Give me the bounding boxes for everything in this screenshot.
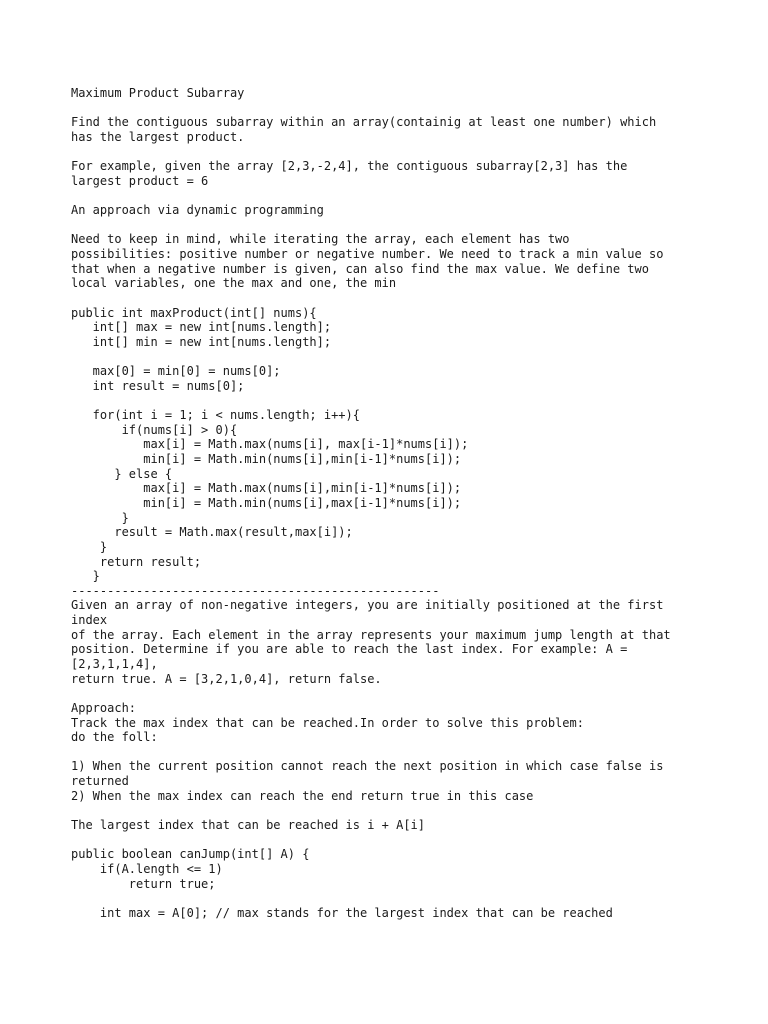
text-line: max[0] = min[0] = nums[0];	[71, 364, 281, 379]
document-page	[71, 86, 731, 921]
blank-line	[71, 350, 731, 365]
text-line: do the foll:	[71, 730, 158, 745]
blank-line	[71, 686, 731, 701]
text-line: of the array. Each element in the array represents your maximum jump length at that	[71, 627, 671, 642]
blank-line	[71, 145, 731, 160]
text-line: max[i] = Math.max(nums[i], max[i-1]*nums[i]);	[71, 437, 469, 452]
text-line: largest product = 6	[71, 173, 209, 188]
text-line: that when a negative number is given, can also find the max value. We define two	[71, 261, 649, 276]
blank-line	[71, 393, 731, 408]
text-line: has the largest product.	[71, 129, 245, 144]
text-line: int[] min = new int[nums.length];	[71, 334, 332, 349]
text-line: max[i] = Math.max(nums[i],min[i-1]*nums[i]);	[71, 481, 462, 496]
text-line: if(A.length <= 1)	[71, 861, 223, 876]
text-line: For example, given the array [2,3,-2,4], the contiguous subarray[2,3] has the	[71, 159, 628, 174]
blank-line	[71, 101, 731, 116]
text-line: result = Math.max(result,max[i]);	[71, 525, 353, 540]
text-line: return true;	[71, 876, 216, 891]
text-line: int[] max = new int[nums.length];	[71, 320, 332, 335]
text-line: if(nums[i] > 0){	[71, 422, 238, 437]
text-line: Maximum Product Subarray	[71, 86, 245, 100]
text-line: Approach:	[71, 700, 137, 715]
text-line: returned	[71, 774, 129, 789]
blank-line	[71, 291, 731, 306]
text-line: } else {	[71, 466, 173, 481]
text-line: local variables, one the max and one, the min	[71, 276, 397, 291]
text-line: }	[71, 510, 129, 525]
blank-line	[71, 188, 731, 203]
text-line: 2) When the max index can reach the end return true in this case	[71, 788, 534, 803]
text-line: Track the max index that can be reached.In order to solve this problem:	[71, 715, 584, 730]
text-line: public boolean canJump(int[] A) {	[71, 847, 310, 862]
text-line: An approach via dynamic programming	[71, 203, 324, 218]
text-line: min[i] = Math.min(nums[i],min[i-1]*nums[i]);	[71, 452, 462, 467]
text-line: }	[71, 539, 108, 554]
text-line: int result = nums[0];	[71, 378, 245, 393]
text-line: int max = A[0]; // max stands for the largest index that can be reached	[71, 905, 613, 920]
text-line: min[i] = Math.min(nums[i],max[i-1]*nums[i]);	[71, 495, 462, 510]
blank-line	[71, 891, 731, 906]
blank-line	[71, 218, 731, 233]
text-line: index	[71, 613, 108, 628]
text-line: position. Determine if you are able to reach the last index. For example: A =	[71, 642, 628, 657]
text-line: public int maxProduct(int[] nums){	[71, 305, 317, 320]
text-line: [2,3,1,1,4],	[71, 656, 158, 671]
text-line: 1) When the current position cannot reach the next position in which case false is	[71, 759, 664, 774]
text-line: The largest index that can be reached is i + A[i]	[71, 818, 426, 833]
text-line: return result;	[71, 554, 202, 569]
text-line: possibilities: positive number or negative number. We need to track a min value so	[71, 247, 664, 262]
text-line: Need to keep in mind, while iterating the array, each element has two	[71, 232, 570, 247]
text-line: Given an array of non-negative integers, you are initially positioned at the first	[71, 598, 664, 613]
text-line: }	[71, 569, 100, 584]
text-line: Find the contiguous subarray within an array(containig at least one number) which	[71, 115, 657, 130]
blank-line	[71, 745, 731, 760]
blank-line	[71, 833, 731, 848]
text-line: return true. A = [3,2,1,0,4], return false.	[71, 671, 382, 686]
text-line: for(int i = 1; i < nums.length; i++){	[71, 408, 360, 423]
blank-line	[71, 803, 731, 818]
text-line: ---------------------------------------------------	[71, 583, 440, 598]
